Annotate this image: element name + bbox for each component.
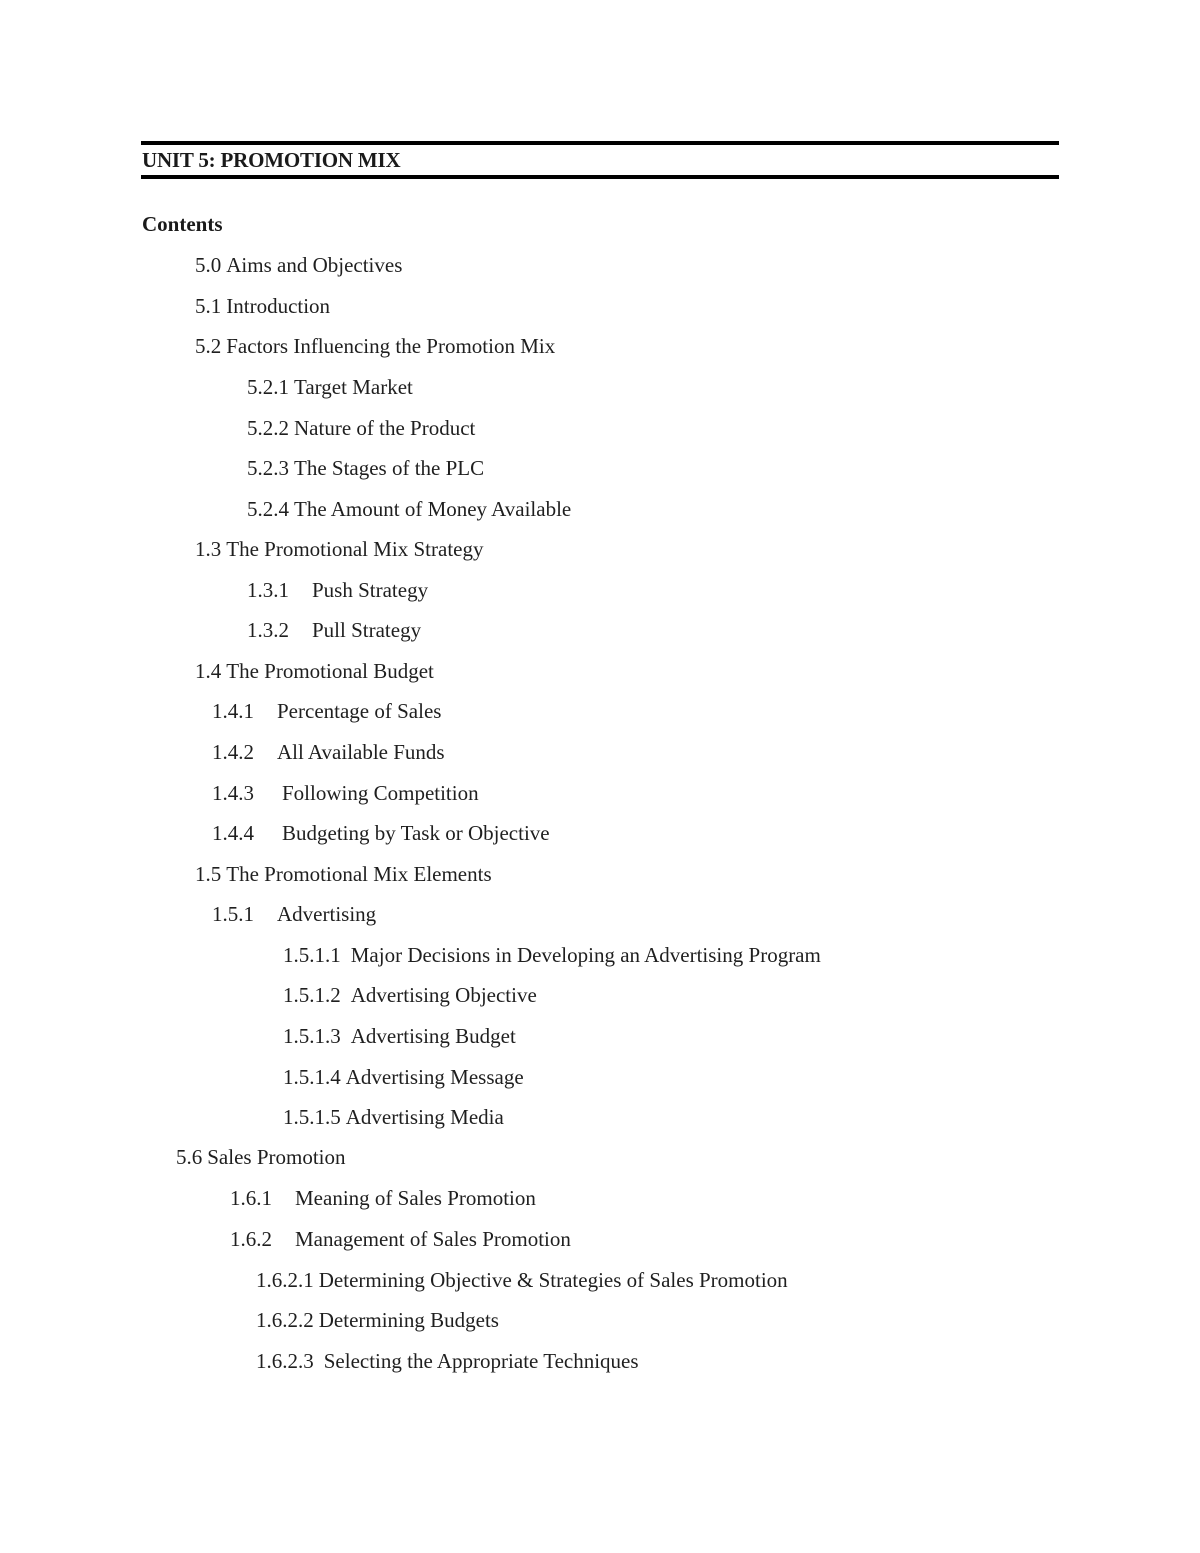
toc-number: 1.6.2.1 — [256, 1268, 314, 1292]
toc-title: Aims and Objectives — [226, 253, 403, 277]
toc-entry-1-5-1 — [212, 900, 376, 928]
toc-number: 1.4.1 — [212, 699, 254, 723]
toc-entry-1-5-1-2 — [283, 981, 537, 1009]
toc-number: 5.0 — [195, 253, 222, 277]
toc-title: Major Decisions in Developing an Advertising Program — [350, 943, 821, 967]
toc-number: 1.5.1.2 — [283, 983, 341, 1007]
toc-entry-1-6-2 — [230, 1225, 571, 1253]
toc-entry-1-6-2-2 — [256, 1306, 499, 1334]
toc-title: Nature of the Product — [294, 416, 476, 440]
toc-title: The Amount of Money Available — [294, 497, 572, 521]
toc-number: 1.4.4 — [212, 821, 254, 845]
toc-number: 1.5 — [195, 862, 222, 886]
toc-entry-5-2-4 — [247, 495, 571, 523]
toc-number: 5.2.2 — [247, 416, 289, 440]
toc-number: 1.6.2.3 — [256, 1349, 314, 1373]
toc-number: 5.6 — [176, 1145, 203, 1169]
toc-title: All Available Funds — [277, 740, 445, 764]
toc-title: Introduction — [226, 294, 331, 318]
toc-number: 1.5.1.4 — [283, 1065, 341, 1089]
toc-entry-5-2-2 — [247, 414, 475, 442]
toc-number: 1.6.1 — [230, 1186, 272, 1210]
toc-number: 1.6.2.2 — [256, 1308, 314, 1332]
toc-entry-1-4 — [195, 657, 434, 685]
unit-title: UNIT 5: PROMOTION MIX — [142, 148, 401, 172]
toc-title: Factors Influencing the Promotion Mix — [226, 334, 556, 358]
toc-title: The Stages of the PLC — [294, 456, 485, 480]
toc-entry-1-6-2-3 — [256, 1347, 639, 1375]
toc-title: Target Market — [294, 375, 413, 399]
toc-entry-5-2 — [195, 332, 555, 360]
contents-heading: Contents — [142, 212, 223, 236]
toc-number: 5.2.1 — [247, 375, 289, 399]
top-rule — [141, 141, 1059, 145]
toc-number: 5.2.3 — [247, 456, 289, 480]
toc-number: 1.5.1.1 — [283, 943, 341, 967]
toc-number: 5.1 — [195, 294, 222, 318]
toc-entry-1-5-1-3 — [283, 1022, 516, 1050]
toc-entry-5-2-1 — [247, 373, 413, 401]
toc-number: 1.5.1.3 — [283, 1024, 341, 1048]
toc-number: 1.4.2 — [212, 740, 254, 764]
toc-title: Selecting the Appropriate Techniques — [323, 1349, 639, 1373]
toc-number: 5.2 — [195, 334, 222, 358]
toc-title: The Promotional Budget — [226, 659, 434, 683]
toc-title: Advertising Objective — [350, 983, 537, 1007]
bottom-rule — [141, 175, 1059, 179]
toc-entry-1-5-1-4 — [283, 1063, 524, 1091]
toc-title: Advertising Budget — [350, 1024, 516, 1048]
toc-number: 1.3 — [195, 537, 222, 561]
toc-entry-1-5-1-1 — [283, 941, 821, 969]
toc-entry-1-5-1-5 — [283, 1103, 504, 1131]
toc-number: 1.3.1 — [247, 578, 289, 602]
toc-entry-1-6-2-1 — [256, 1266, 788, 1294]
toc-title: Determining Objective & Strategies of Sales Promotion — [318, 1268, 788, 1292]
toc-entry-5-1 — [195, 292, 330, 320]
toc-title: Advertising Message — [345, 1065, 524, 1089]
toc-entry-1-4-1 — [212, 697, 441, 725]
toc-title: Management of Sales Promotion — [295, 1227, 571, 1251]
toc-title: Push Strategy — [312, 578, 429, 602]
toc-title: Sales Promotion — [207, 1145, 346, 1169]
toc-title: Advertising — [277, 902, 377, 926]
toc-entry-1-4-2 — [212, 738, 445, 766]
toc-title: Meaning of Sales Promotion — [295, 1186, 536, 1210]
toc-number: 1.3.2 — [247, 618, 289, 642]
toc-entry-5-0 — [195, 251, 402, 279]
toc-title: Budgeting by Task or Objective — [282, 821, 550, 845]
toc-title: Following Competition — [282, 781, 479, 805]
toc-number: 1.4 — [195, 659, 222, 683]
toc-entry-5-6 — [176, 1143, 346, 1171]
toc-number: 1.5.1 — [212, 902, 254, 926]
toc-number: 1.4.3 — [212, 781, 254, 805]
toc-entry-1-4-4 — [212, 819, 550, 847]
toc-entry-1-4-3 — [212, 779, 479, 807]
toc-title: The Promotional Mix Elements — [226, 862, 492, 886]
toc-number: 1.5.1.5 — [283, 1105, 341, 1129]
toc-number: 1.6.2 — [230, 1227, 272, 1251]
toc-entry-1-3 — [195, 535, 483, 563]
toc-entry-5-2-3 — [247, 454, 484, 482]
toc-number: 5.2.4 — [247, 497, 289, 521]
toc-title: Advertising Media — [345, 1105, 504, 1129]
toc-entry-1-3-1 — [247, 576, 428, 604]
toc-title: Percentage of Sales — [277, 699, 442, 723]
toc-entry-1-3-2 — [247, 616, 421, 644]
toc-entry-1-6-1 — [230, 1184, 536, 1212]
toc-title: Pull Strategy — [312, 618, 422, 642]
toc-title: Determining Budgets — [318, 1308, 499, 1332]
toc-entry-1-5 — [195, 860, 492, 888]
toc-title: The Promotional Mix Strategy — [226, 537, 484, 561]
